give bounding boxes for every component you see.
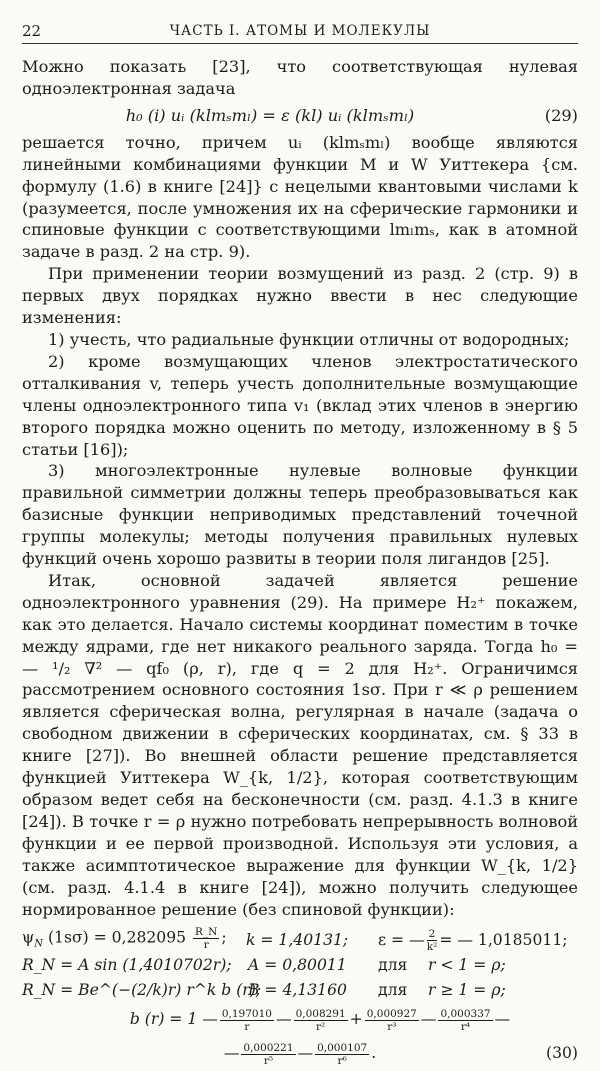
condition-outer: r ≥ 1 = ρ; [428,980,506,999]
formula-line-psi: $\psi_N$ (1sσ) = 0,282095 $\frac{R\_N}{r}$ ; k = 1,40131; ε = — $\frac{2}{\text{k²}}$ = — 1,0185011; [22,926,568,954]
header-rule [22,43,578,44]
paragraph-perturbation: При применении теории возмущений из разд. 2 (стр. 9) в первых двух порядках нужно ввести в нес следующие изменения: [22,264,578,328]
b-value: B = 4,13160 [248,980,347,999]
operator-minus: — [420,1010,437,1029]
series-term-1-den: r [244,1020,250,1033]
equation-29-number: (29) [544,105,578,125]
page-body [22,56,578,1071]
series-term-5 [241,1042,295,1067]
epsilon-fraction [427,928,438,953]
psi-symbol: ψ [22,928,35,947]
psi-fraction-den: r [203,939,209,952]
series-term-6-den: r⁶ [337,1054,347,1067]
epsilon-rhs: = — 1,0185011; [439,930,568,949]
formula-line-outer [22,978,578,1003]
series-term-5-num: 0,000221 [243,1041,294,1054]
condition-inner: r < 1 = ρ; [428,955,506,974]
running-title: ЧАСТЬ I. АТОМЫ И МОЛЕКУЛЫ [169,23,431,39]
formula-line-b-series [62,1003,578,1037]
list-item-2: 2) кроме возмущающих членов электростатического отталкивания v, теперь учесть дополнительные возмущающие члены одноэлектронного типа v₁ (вклад этих членов в энергию второго порядка можно оценить по методу, изложенному в § 5 статьи [16]); [22,351,578,459]
series-term-4-den: r⁴ [460,1020,471,1033]
paragraph-intro-cont: решается точно, причем uᵢ (klmₛmₗ) вообще являются линейными комбинациями функции M и W Уиттекера {см. формулу (1.6) в книге [24]} с нецелыми квантовыми числами k (разумеется, после умножения их на сферические гармоники и спиновые функции с соответствующими lmₗmₛ, как в атомной задаче в разд. 2 на стр. 9). [22,132,578,262]
series-term-2 [294,1008,348,1033]
psi-fraction [193,926,219,951]
formula-line-inner [22,953,578,978]
radial-inner: R_N = A sin (1,4010702r); [22,955,232,974]
paragraph-intro: Можно показать [23], что соответствующая нулевая одноэлектронная задача [22,57,578,98]
series-term-2-den: r² [316,1020,326,1033]
psi-fraction-num: R_N [195,926,218,939]
k-value: k = 1,40131; [246,930,349,949]
series-term-4-num: 0,000337 [440,1007,491,1020]
psi-argument: (1sσ) = 0,282095 [42,928,187,947]
operator-minus: — [297,1044,314,1063]
radial-outer: R_N = Be^(−(2/k)r) r^k b (r); [22,980,262,999]
series-term-6 [315,1042,369,1067]
equation-29-formula: h₀ (i) uᵢ (klmₛmₗ) = ε (kl) uᵢ (klmₛmₗ) [125,105,415,125]
series-term-3-den: r³ [387,1020,397,1033]
epsilon-fraction-num: 2 [428,928,436,941]
series-term-1-num: 0,197010 [221,1007,272,1020]
equation-29 [22,102,578,130]
epsilon-fraction-den: k² [426,941,438,954]
page-header [22,22,578,44]
condition-outer-word: для [378,980,408,999]
series-term-3-num: 0,000927 [366,1007,417,1020]
series-term-5-den: r⁵ [263,1054,274,1067]
psi-subscript: N [34,938,43,950]
b-series-lhs: b (r) = 1 — [129,1010,218,1029]
page-number: 22 [22,22,42,40]
operator-minus: — [275,1010,292,1029]
series-term-2-num: 0,008291 [295,1007,346,1020]
condition-inner-word: для [378,955,408,974]
formula-line-b-series-cont [22,1037,578,1071]
operator-minus: — [494,1010,511,1029]
a-value: A = 0,80011 [248,955,347,974]
epsilon-lhs: ε = — [378,930,425,949]
series-term-4 [438,1008,492,1033]
series-term-3 [365,1008,419,1033]
list-item-1: 1) учесть, что радиальные функции отличны от водородных; [48,329,570,349]
series-term-6-num: 0,000107 [317,1041,368,1054]
series-term-1 [220,1008,274,1033]
equation-30-number: (30) [545,1044,578,1063]
formula-block-30 [22,928,578,1071]
operator-plus: + [349,1010,363,1029]
list-item-3: 3) многоэлектронные нулевые волновые функции правильной симметрии должны теперь преобразовываться как базисные функции неприводимых представлений точечной группы молекулы; методы получения правильных нулевых функций очень хорошо развиты в теории поля лигандов [25]. [22,461,578,569]
series-end-dot: . [371,1044,377,1063]
paragraph-h2-example: Итак, основной задачей является решение одноэлектронного уравнения (29). На примере H₂⁺ покажем, как это делается. Начало системы координат поместим в точке между ядрами, где нет никакого реального заряда. Тогда h₀ = — ¹/₂ ∇² — qf₀ (ρ, r), где q = 2 для H₂⁺. Ограничимся рассмотрением основного состояния 1sσ. При r ≪ ρ решением является сферическая волна, регулярная в начале (задача о свободном движении в сферических координатах, см. § 33 в книге [27]). Во внешней области решение представляется функцией Уиттекера W_{k, 1/2}, которая соответствующим образом ведет себя на бесконечности (см. разд. 4.1.3 в книге [24]). В точке r = ρ нужно потребовать непрерывность волновой функции и ее первой производной. Используя эти условия, а также асимптотическое выражение для функции W_{k, 1/2} (см. разд. 4.1.4 в книге [24]), можно получить следующее нормированное решение (без спиновой функции): [22,570,578,919]
operator-minus: — [223,1044,240,1063]
